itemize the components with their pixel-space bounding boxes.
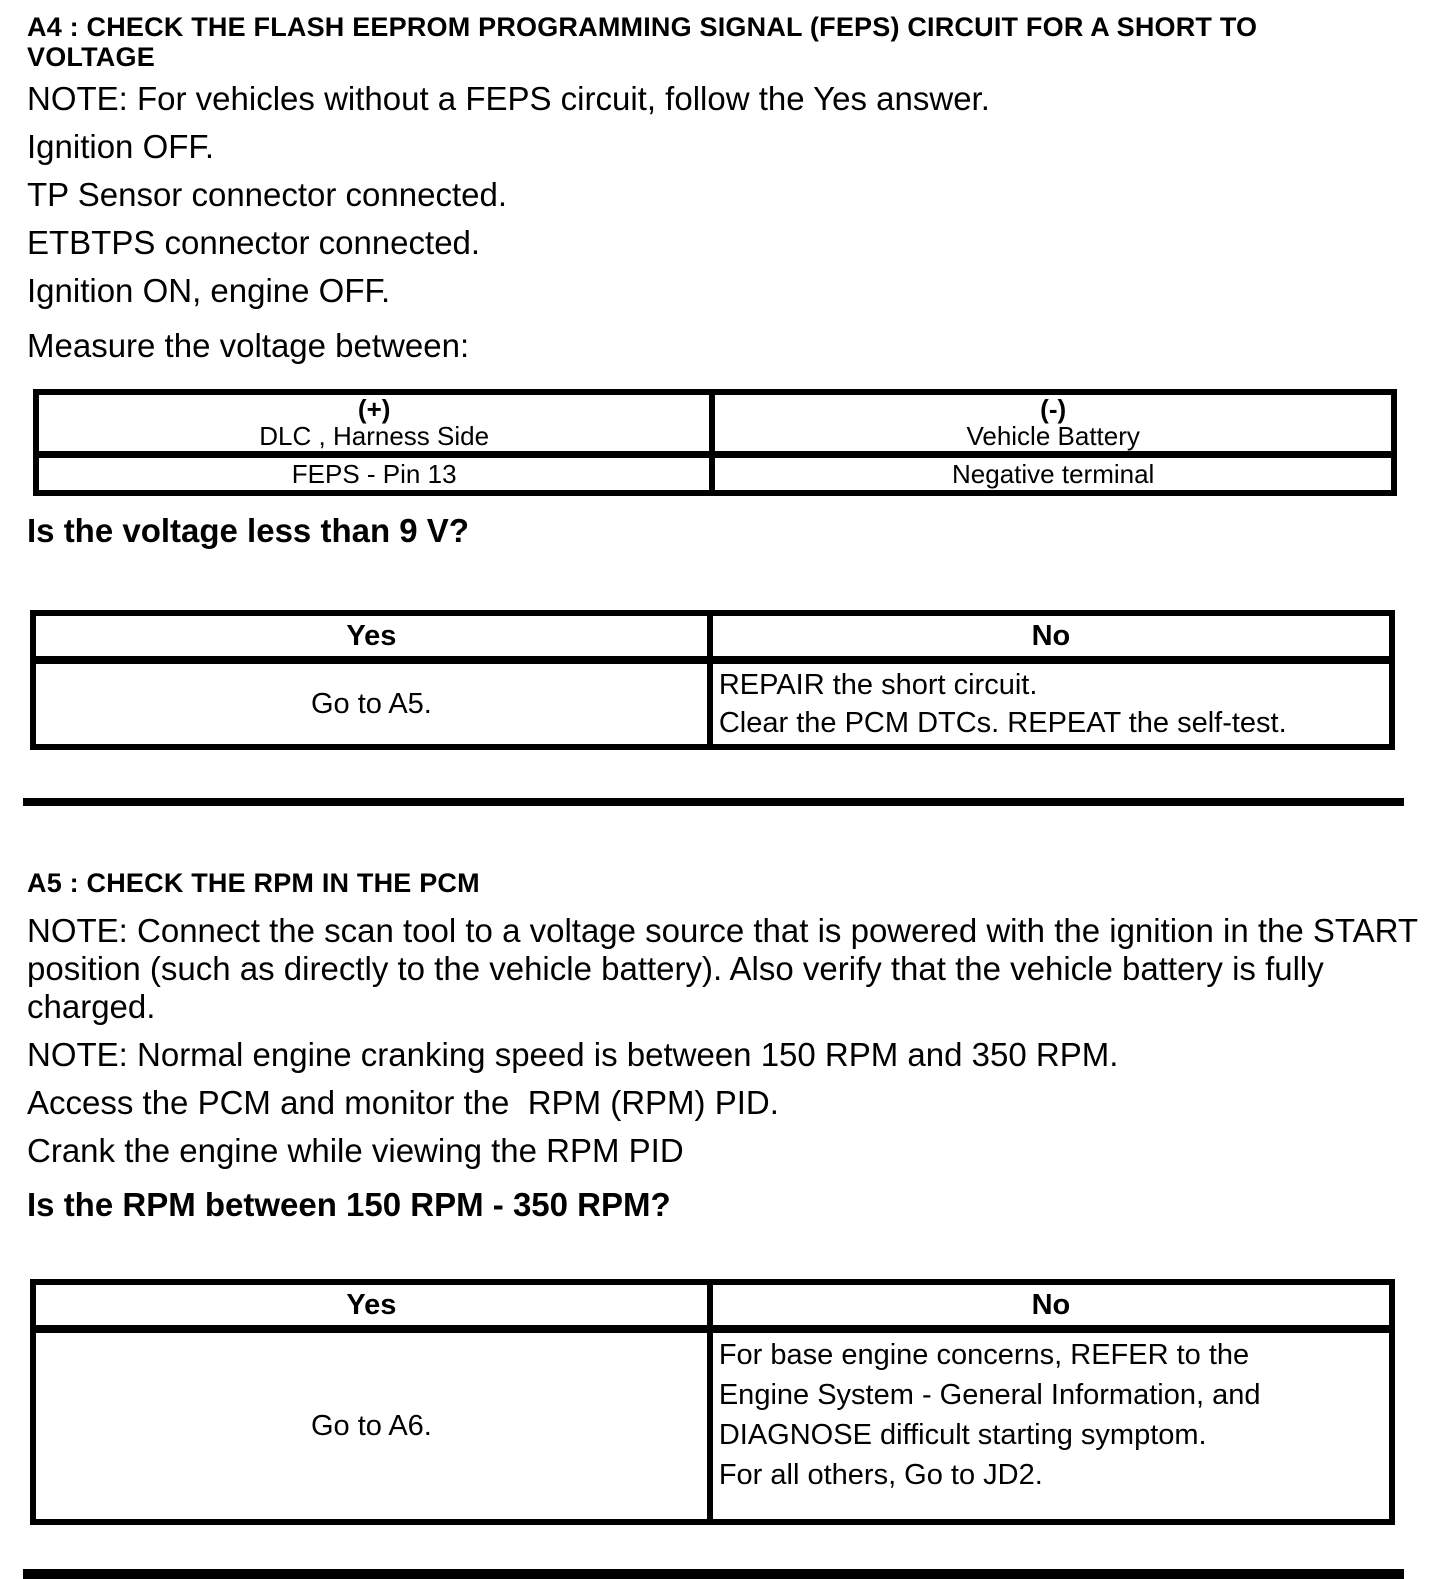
yes-column-header: Yes	[33, 1282, 710, 1329]
no-action-text: For base engine concerns, REFER to the	[718, 1339, 1250, 1371]
section-divider	[23, 1569, 1404, 1579]
yes-action-cell	[33, 1329, 710, 1522]
yes-action-text: Go to A5.	[310, 688, 432, 720]
table-header-row	[33, 1282, 1392, 1329]
no-action-text: DIAGNOSE difficult starting symptom.	[718, 1419, 1207, 1451]
yes-action-text: Go to A6.	[310, 1410, 432, 1442]
negative-lead-label: Vehicle Battery	[966, 421, 1140, 451]
instruction-paragraph: Ignition ON, engine OFF.	[27, 272, 391, 309]
note-paragraph: NOTE: For vehicles without a FEPS circuit, follow the Yes answer.	[27, 80, 990, 117]
section-divider	[23, 798, 1404, 806]
yes-action-cell	[33, 660, 710, 747]
positive-lead-header-cell	[36, 392, 712, 455]
instruction-paragraph: Crank the engine while viewing the RPM PID	[27, 1132, 684, 1169]
voltage-measurement-table	[33, 389, 1397, 496]
step-a4-heading: A4 : CHECK THE FLASH EEPROM PROGRAMMING SIGNAL (FEPS) CIRCUIT FOR A SHORT TO VOLTAGE	[27, 12, 1258, 72]
no-action-text: For all others, Go to JD2.	[718, 1459, 1043, 1491]
positive-sign-label: (+)	[357, 394, 391, 424]
no-action-cell	[710, 1329, 1392, 1522]
instruction-paragraph: Ignition OFF.	[27, 128, 215, 165]
positive-measure-point-cell: FEPS - Pin 13	[36, 455, 712, 494]
no-action-text: Engine System - General Information, and	[718, 1379, 1261, 1411]
table-header-row	[33, 613, 1392, 660]
instruction-paragraph: Measure the voltage between:	[27, 327, 470, 364]
no-action-cell	[710, 660, 1392, 747]
table-row	[33, 1329, 1392, 1522]
table-header-row	[36, 392, 1394, 455]
yes-column-header: Yes	[33, 613, 710, 660]
note-paragraph: NOTE: Connect the scan tool to a voltage source that is powered with the ignition in the START position (such as directly to the vehicle battery). Also verify that the vehicle battery is fully charged.	[27, 912, 1427, 1025]
instruction-paragraph: TP Sensor connector connected.	[27, 176, 508, 213]
no-action-text: Clear the PCM DTCs. REPEAT the self-test.	[718, 707, 1287, 739]
instruction-paragraph: ETBTPS connector connected.	[27, 224, 481, 261]
step-a4-decision-table	[30, 610, 1395, 750]
step-a5-decision-table	[30, 1279, 1395, 1525]
step-a4-question: Is the voltage less than 9 V?	[27, 512, 469, 549]
positive-lead-label: DLC , Harness Side	[259, 421, 490, 451]
table-row	[36, 455, 1394, 494]
step-a5-question: Is the RPM between 150 RPM - 350 RPM?	[27, 1186, 671, 1223]
negative-measure-point-cell: Negative terminal	[712, 455, 1394, 494]
step-a5-heading: A5 : CHECK THE RPM IN THE PCM	[27, 868, 480, 898]
no-column-header: No	[710, 1282, 1392, 1329]
no-column-header: No	[710, 613, 1392, 660]
no-action-text: REPAIR the short circuit.	[718, 669, 1038, 701]
table-row	[33, 660, 1392, 747]
note-paragraph: NOTE: Normal engine cranking speed is between 150 RPM and 350 RPM.	[27, 1036, 1119, 1073]
negative-lead-header-cell	[712, 392, 1394, 455]
instruction-paragraph: Access the PCM and monitor the RPM (RPM) PID.	[27, 1084, 779, 1121]
negative-sign-label: (-)	[1040, 394, 1067, 424]
